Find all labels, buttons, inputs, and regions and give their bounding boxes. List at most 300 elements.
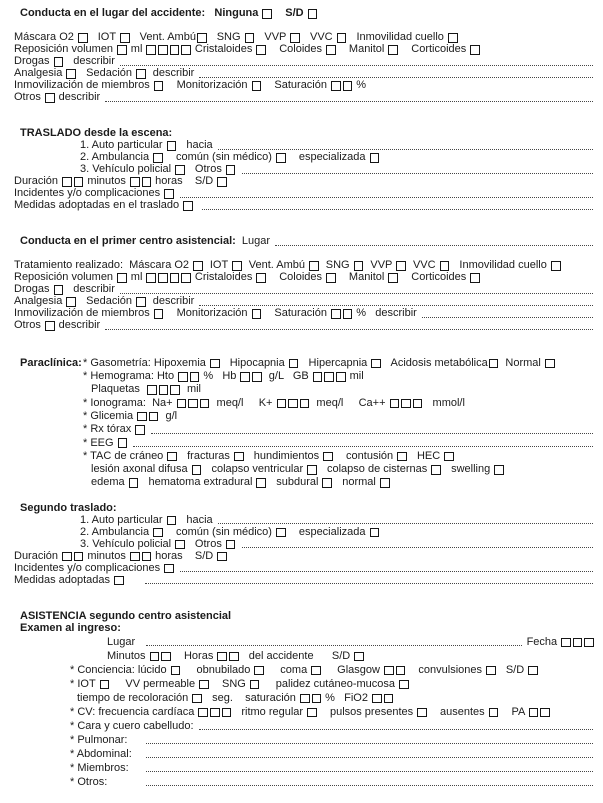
checkbox-s-d[interactable] <box>308 9 318 19</box>
checkbox-ninguna[interactable] <box>262 9 272 19</box>
blank-line <box>0 20 595 32</box>
label-text: * Glicemia <box>83 409 137 422</box>
label-text: Duración <box>14 550 62 562</box>
fill-in-line-describir[interactable] <box>120 65 593 66</box>
checkbox-minutos[interactable] <box>161 652 171 662</box>
fill-in-line-describir[interactable] <box>422 317 593 318</box>
label-text: Normal <box>499 356 544 369</box>
label-text: Sedación <box>76 68 136 80</box>
label-text: hacia <box>177 140 216 152</box>
fill-in-line-describir[interactable] <box>105 329 593 330</box>
checkbox-duracion[interactable] <box>74 552 84 562</box>
checkbox-cristaloides[interactable] <box>256 45 266 55</box>
label-text: VVP <box>255 32 290 44</box>
form-line <box>0 648 595 662</box>
label-text: especializada <box>286 152 369 164</box>
checkbox-sedacion[interactable] <box>136 69 146 79</box>
checkbox-meq-l-k[interactable] <box>277 399 287 409</box>
label-text: edema <box>91 476 128 489</box>
fill-in-line-rx-torax[interactable] <box>151 433 593 434</box>
label-text: fracturas <box>177 449 233 462</box>
fill-in-line-adoptadas-en-el-traslado[interactable] <box>202 209 593 210</box>
label-text: PA <box>499 705 528 718</box>
checkbox-monitorizacion[interactable] <box>252 309 262 319</box>
checkbox-monitorizacion[interactable] <box>252 81 262 91</box>
label-text: g/l <box>159 409 178 422</box>
checkbox-plaquetas[interactable] <box>170 385 180 395</box>
checkbox-seg-saturacion[interactable] <box>300 694 310 704</box>
label-text: Lugar <box>107 635 145 648</box>
form-line <box>0 383 595 396</box>
checkbox-contusion[interactable] <box>397 452 407 462</box>
fill-in-line-pulmonar[interactable] <box>146 743 593 744</box>
checkbox-2-ambulancia[interactable] <box>153 528 163 538</box>
checkbox-saturacion[interactable] <box>331 309 341 319</box>
label-text: swelling <box>441 463 494 476</box>
checkbox-minutos[interactable] <box>130 177 140 187</box>
checkbox-2-ambulancia[interactable] <box>153 153 163 163</box>
label-text: * Cara y cuero cabelludo: <box>70 719 197 732</box>
checkbox-especializada[interactable] <box>370 528 380 538</box>
checkbox-hec[interactable] <box>444 452 454 462</box>
label-text: especializada <box>286 526 369 538</box>
label-text: VVP <box>364 260 396 272</box>
checkbox-pulsos-presentes[interactable] <box>417 708 427 718</box>
label-text: * Hemograma: Hto <box>83 370 178 383</box>
checkbox-inmovilizacion-de-miembros[interactable] <box>154 309 164 319</box>
label-text: Medidas adoptadas en el traslado <box>14 200 183 212</box>
heading-text: Ninguna <box>214 8 262 20</box>
checkbox-ml[interactable] <box>158 273 168 283</box>
checkbox-ml[interactable] <box>146 45 156 55</box>
form-line <box>0 704 595 718</box>
checkbox-meq-l-k[interactable] <box>288 399 298 409</box>
fill-in-line-hacia[interactable] <box>218 149 593 150</box>
label-text: describir <box>55 320 104 332</box>
label-text: Incidentes y/o complicaciones <box>14 188 164 200</box>
checkbox-inmovilidad-cuello[interactable] <box>448 33 458 43</box>
checkbox-corticoides[interactable] <box>470 273 480 283</box>
label-text: Otros <box>14 92 44 104</box>
label-text: del accidente S/D <box>239 649 354 662</box>
form-line <box>0 690 595 704</box>
heading-text: TRASLADO desde la escena: <box>20 128 173 140</box>
checkbox-hipocapnia[interactable] <box>289 359 299 369</box>
checkbox-tac-de-craneo[interactable] <box>167 452 177 462</box>
checkbox-cristaloides[interactable] <box>256 273 266 283</box>
label-text: 1. Auto particular <box>80 140 166 152</box>
label-text: meq/l K+ <box>210 396 276 409</box>
blank-line <box>0 598 595 610</box>
label-text: describir <box>55 92 104 104</box>
checkbox-otros[interactable] <box>226 540 236 550</box>
checkbox-inmovilidad-cuello[interactable] <box>551 261 561 271</box>
checkbox-reposicion-volumen[interactable] <box>117 45 127 55</box>
checkbox-vent-ambu[interactable] <box>309 261 319 271</box>
label-text: g/L GB <box>262 370 312 383</box>
fill-in-line-describir[interactable] <box>199 77 593 78</box>
fill-in-line-hacia[interactable] <box>218 523 593 524</box>
label-text: ml <box>127 272 146 284</box>
form-line <box>0 260 595 272</box>
checkbox-ml[interactable] <box>170 45 180 55</box>
label-text: Coloides <box>267 44 326 56</box>
label-text: minutos <box>84 176 129 188</box>
checkbox-obnubilado[interactable] <box>254 666 264 676</box>
checkbox-plaquetas[interactable] <box>159 385 169 395</box>
label-text: palidez cutáneo-mucosa <box>260 677 399 690</box>
checkbox-subdural[interactable] <box>322 478 332 488</box>
fill-in-line-eeg[interactable] <box>133 446 593 447</box>
label-text: describir <box>146 296 198 308</box>
section-conducta-primer-centro <box>0 236 595 356</box>
fill-in-line-miembros[interactable] <box>146 771 593 772</box>
checkbox-hb[interactable] <box>240 372 250 382</box>
label-text: Saturación <box>262 308 331 320</box>
label-text: IOT <box>203 260 232 272</box>
label-text: Fecha <box>523 635 561 648</box>
fill-in-line-otros[interactable] <box>146 785 593 786</box>
checkbox-hemograma-hto[interactable] <box>178 372 188 382</box>
fill-in-line-describir[interactable] <box>199 305 593 306</box>
label-text: % describir <box>353 308 420 320</box>
checkbox-saturacion[interactable] <box>343 81 353 91</box>
checkbox-1-auto-particular[interactable] <box>167 141 177 151</box>
heading-text: Paraclínica: <box>20 356 82 369</box>
label-text: VV permeable <box>110 677 199 690</box>
checkbox-horas-s-d[interactable] <box>217 177 227 187</box>
checkbox-horas[interactable] <box>217 652 227 662</box>
checkbox-acidosis-metabolica[interactable] <box>489 359 499 369</box>
form-line <box>0 760 595 774</box>
checkbox-drogas[interactable] <box>54 285 64 295</box>
label-text: VVC <box>406 260 439 272</box>
label-text: describir <box>64 56 118 68</box>
checkbox-palidez-cutaneo-mucosa[interactable] <box>399 680 409 690</box>
checkbox-reposicion-volumen[interactable] <box>117 273 127 283</box>
label-text: Lugar <box>235 236 274 248</box>
label-text <box>175 188 178 200</box>
checkbox-glasgow[interactable] <box>384 666 394 676</box>
checkbox-3-vehiculo-policial[interactable] <box>175 165 185 175</box>
checkbox-glicemia[interactable] <box>137 412 147 422</box>
checkbox-fio2[interactable] <box>384 694 394 704</box>
checkbox-duracion[interactable] <box>62 177 72 187</box>
label-text: HEC <box>407 449 444 462</box>
checkbox-saturacion[interactable] <box>331 81 341 91</box>
label-text: * Ionograma: Na+ <box>83 396 176 409</box>
checkbox-ionograma-na[interactable] <box>177 399 187 409</box>
checkbox-hipercapnia[interactable] <box>371 359 381 369</box>
checkbox-ml[interactable] <box>158 45 168 55</box>
checkbox-rx-torax[interactable] <box>135 425 145 435</box>
checkbox-convulsiones[interactable] <box>486 666 496 676</box>
label-text: % FiO2 <box>322 691 372 704</box>
form-line <box>0 538 595 550</box>
checkbox-vent-ambu[interactable] <box>197 33 207 43</box>
fill-in-line-otros[interactable] <box>242 173 593 174</box>
label-text: SNG <box>209 677 249 690</box>
label-text: * Rx tórax <box>83 423 135 436</box>
label-text: SNG <box>207 32 244 44</box>
checkbox-eeg[interactable] <box>118 438 128 448</box>
checkbox-ionograma-na[interactable] <box>200 399 210 409</box>
checkbox-vvp[interactable] <box>290 33 300 43</box>
checkbox-swelling[interactable] <box>494 465 504 475</box>
fill-in-line-abdominal[interactable] <box>146 757 593 758</box>
checkbox-manitol[interactable] <box>388 45 398 55</box>
form-line <box>0 634 595 648</box>
checkbox-meq-l-ca[interactable] <box>401 399 411 409</box>
label-text: Incidentes y/o complicaciones <box>14 562 164 574</box>
form-line <box>0 320 595 332</box>
form-line <box>0 662 595 676</box>
checkbox-ionograma-na[interactable] <box>188 399 198 409</box>
checkbox-cv-frecuencia-cardiaca[interactable] <box>222 708 232 718</box>
form-line <box>0 610 595 622</box>
heading-text: Segundo traslado: <box>20 502 117 514</box>
blank-line <box>0 248 595 260</box>
checkbox-meq-l-ca[interactable] <box>390 399 400 409</box>
section-conducta-lugar-accidente <box>0 8 595 128</box>
label-text <box>146 424 149 436</box>
checkbox-minutos[interactable] <box>130 552 140 562</box>
label-text: común (sin médico) <box>163 526 276 538</box>
checkbox-fracturas[interactable] <box>234 452 244 462</box>
checkbox-iot[interactable] <box>232 261 242 271</box>
label-text: Plaquetas <box>91 383 147 396</box>
label-text: Drogas <box>14 284 53 296</box>
checkbox-vvp[interactable] <box>396 261 406 271</box>
checkbox-minutos[interactable] <box>142 177 152 187</box>
label-text: meq/l Ca++ <box>310 396 389 409</box>
checkbox-drogas[interactable] <box>54 57 64 67</box>
fill-in-line-medidas-adoptadas[interactable] <box>145 583 593 584</box>
checkbox-ml[interactable] <box>146 273 156 283</box>
checkbox-medidas-adoptadas[interactable] <box>114 576 124 586</box>
checkbox-sedacion[interactable] <box>136 297 146 307</box>
label-text: colapso de cisternas <box>317 463 431 476</box>
fill-in-line-lugar[interactable] <box>146 645 521 646</box>
form-line <box>0 44 595 56</box>
checkbox-horas-s-d[interactable] <box>217 552 227 562</box>
checkbox-vvc[interactable] <box>440 261 450 271</box>
checkbox-comun-sin-medico[interactable] <box>276 153 286 163</box>
label-text: mmol/l <box>423 396 465 409</box>
label-text: * TAC de cráneo <box>83 449 167 462</box>
checkbox-adoptadas-en-el-traslado[interactable] <box>183 201 193 211</box>
label-text: hacia <box>177 514 216 526</box>
label-text: * Pulmonar: <box>70 733 128 746</box>
form-line <box>0 236 595 248</box>
label-text: Sedación <box>76 296 136 308</box>
form-line <box>0 296 595 308</box>
label-text: Inmovilidad cuello <box>347 32 447 44</box>
blank-line <box>0 332 595 344</box>
form-line <box>0 732 595 746</box>
checkbox-colapso-ventricular[interactable] <box>307 465 317 475</box>
checkbox-g-l-gb[interactable] <box>313 372 323 382</box>
checkbox-corticoides[interactable] <box>470 45 480 55</box>
checkbox-ausentes[interactable] <box>489 708 499 718</box>
checkbox-pa[interactable] <box>540 708 550 718</box>
checkbox-duracion[interactable] <box>62 552 72 562</box>
checkbox-vvc[interactable] <box>337 33 347 43</box>
label-text: IOT <box>88 32 119 44</box>
checkbox-duracion[interactable] <box>74 177 84 187</box>
label-text <box>128 438 131 450</box>
label-text: * Conciencia: lúcido <box>70 663 170 676</box>
checkbox-ml[interactable] <box>181 273 191 283</box>
checkbox-hematoma-extradural[interactable] <box>256 478 266 488</box>
checkbox-fecha[interactable] <box>561 638 571 648</box>
checkbox-vv-permeable[interactable] <box>199 680 209 690</box>
checkbox-cv-frecuencia-cardiaca[interactable] <box>210 708 220 718</box>
checkbox-conciencia-lucido[interactable] <box>171 666 181 676</box>
checkbox-minutos[interactable] <box>142 552 152 562</box>
checkbox-manitol[interactable] <box>388 273 398 283</box>
checkbox-hemograma-hto[interactable] <box>190 372 200 382</box>
label-text: Otros <box>185 164 225 176</box>
section-traslado-desde-escena <box>0 128 595 236</box>
form-line <box>0 462 595 475</box>
fill-in-line-otros[interactable] <box>242 547 593 548</box>
fill-in-line-incidentes-y-o-complicaciones[interactable] <box>180 197 593 198</box>
heading-text: S/D <box>285 8 307 20</box>
checkbox-hundimientos[interactable] <box>323 452 333 462</box>
checkbox-edema[interactable] <box>129 478 139 488</box>
fill-in-line-describir[interactable] <box>120 293 593 294</box>
checkbox-analgesia[interactable] <box>66 297 76 307</box>
form-line <box>0 514 595 526</box>
checkbox-mascara-o2[interactable] <box>78 33 88 43</box>
checkbox-fecha[interactable] <box>573 638 583 648</box>
label-text: Otros <box>14 320 44 332</box>
checkbox-tratamiento-realizado-mascara-o2[interactable] <box>193 261 203 271</box>
form-line <box>0 284 595 296</box>
checkbox-colapso-de-cisternas[interactable] <box>431 465 441 475</box>
label-text: común (sin médico) <box>163 152 276 164</box>
checkbox-minutos[interactable] <box>150 652 160 662</box>
checkbox-coloides[interactable] <box>326 45 336 55</box>
checkbox-incidentes-y-o-complicaciones[interactable] <box>164 564 174 574</box>
checkbox-horas[interactable] <box>229 652 239 662</box>
fill-in-line-describir[interactable] <box>105 101 593 102</box>
checkbox-g-l-gb[interactable] <box>324 372 334 382</box>
heading-text: Examen al ingreso: <box>20 622 121 634</box>
label-text: Cristaloides <box>191 272 256 284</box>
label-text: * Abdominal: <box>70 747 132 760</box>
label-text: horas S/D <box>152 550 217 562</box>
form-line <box>0 422 595 435</box>
label-text: Analgesia <box>14 68 66 80</box>
checkbox-fecha[interactable] <box>584 638 594 648</box>
checkbox-g-l-gb[interactable] <box>336 372 346 382</box>
label-text: Máscara O2 <box>14 32 77 44</box>
fill-in-line-incidentes-y-o-complicaciones[interactable] <box>180 571 593 572</box>
label-text: Minutos <box>107 649 149 662</box>
checkbox-normal[interactable] <box>545 359 555 369</box>
fill-in-line-lugar[interactable] <box>275 245 593 246</box>
checkbox-iot[interactable] <box>120 33 130 43</box>
label-text: SNG <box>319 260 353 272</box>
checkbox-meq-l-k[interactable] <box>300 399 310 409</box>
checkbox-3-vehiculo-policial[interactable] <box>175 540 185 550</box>
checkbox-1-auto-particular[interactable] <box>167 516 177 526</box>
label-text: Inmovilización de miembros <box>14 80 153 92</box>
checkbox-comun-sin-medico[interactable] <box>276 528 286 538</box>
heading-text: Conducta en el primer centro asistencial: <box>20 236 236 248</box>
label-text: Medidas adoptadas <box>14 574 114 586</box>
label-text: pulsos presentes <box>317 705 417 718</box>
label-text <box>194 200 200 212</box>
checkbox-gasometria-hipoxemia[interactable] <box>210 359 220 369</box>
checkbox-sng[interactable] <box>354 261 364 271</box>
section-paraclinica <box>0 356 595 502</box>
checkbox-meq-l-ca[interactable] <box>413 399 423 409</box>
checkbox-especializada[interactable] <box>370 153 380 163</box>
fill-in-line-cara-y-cuero-cabelludo[interactable] <box>199 729 593 730</box>
checkbox-s-d[interactable] <box>528 666 538 676</box>
checkbox-saturacion[interactable] <box>343 309 353 319</box>
checkbox-ml[interactable] <box>181 45 191 55</box>
checkbox-iot[interactable] <box>100 680 110 690</box>
checkbox-sng[interactable] <box>245 33 255 43</box>
checkbox-hb[interactable] <box>252 372 262 382</box>
label-text: 3. Vehículo policial <box>80 538 175 550</box>
blank-line <box>0 212 595 224</box>
label-text: Otros <box>185 538 225 550</box>
checkbox-pa[interactable] <box>529 708 539 718</box>
blank-line <box>0 116 595 128</box>
checkbox-ritmo-regular[interactable] <box>307 708 317 718</box>
form-line <box>0 746 595 760</box>
blank-line <box>0 104 595 116</box>
checkbox-cv-frecuencia-cardiaca[interactable] <box>198 708 208 718</box>
label-text: horas S/D <box>152 176 217 188</box>
label-text: * EEG <box>83 436 117 449</box>
checkbox-incidentes-y-o-complicaciones[interactable] <box>164 189 174 199</box>
checkbox-analgesia[interactable] <box>66 69 76 79</box>
checkbox-fio2[interactable] <box>372 694 382 704</box>
heading-text: ASISTENCIA segundo centro asistencial <box>20 610 232 622</box>
checkbox-sng[interactable] <box>250 680 260 690</box>
form-line <box>0 718 595 732</box>
checkbox-lesion-axonal-difusa[interactable] <box>192 465 202 475</box>
checkbox-glasgow[interactable] <box>396 666 406 676</box>
checkbox-coma[interactable] <box>311 666 321 676</box>
checkbox-inmovilizacion-de-miembros[interactable] <box>154 81 164 91</box>
label-text: Glasgow <box>321 663 384 676</box>
label-text: hematoma extradural <box>139 476 256 489</box>
label-text: 2. Ambulancia <box>80 526 153 538</box>
checkbox-plaquetas[interactable] <box>147 385 157 395</box>
section-asistencia-segundo-centro <box>0 610 595 788</box>
form-line <box>0 152 595 164</box>
checkbox-normal[interactable] <box>380 478 390 488</box>
checkbox-del-accidente-s-d[interactable] <box>354 652 364 662</box>
checkbox-tiempo-de-recoloracion[interactable] <box>192 694 202 704</box>
checkbox-otros[interactable] <box>45 321 55 331</box>
label-text: * CV: frecuencia cardíaca <box>70 705 198 718</box>
checkbox-glicemia[interactable] <box>149 412 159 422</box>
checkbox-otros[interactable] <box>45 93 55 103</box>
blank-line <box>0 224 595 236</box>
checkbox-ml[interactable] <box>170 273 180 283</box>
checkbox-otros[interactable] <box>226 165 236 175</box>
checkbox-seg-saturacion[interactable] <box>312 694 322 704</box>
checkbox-coloides[interactable] <box>326 273 336 283</box>
